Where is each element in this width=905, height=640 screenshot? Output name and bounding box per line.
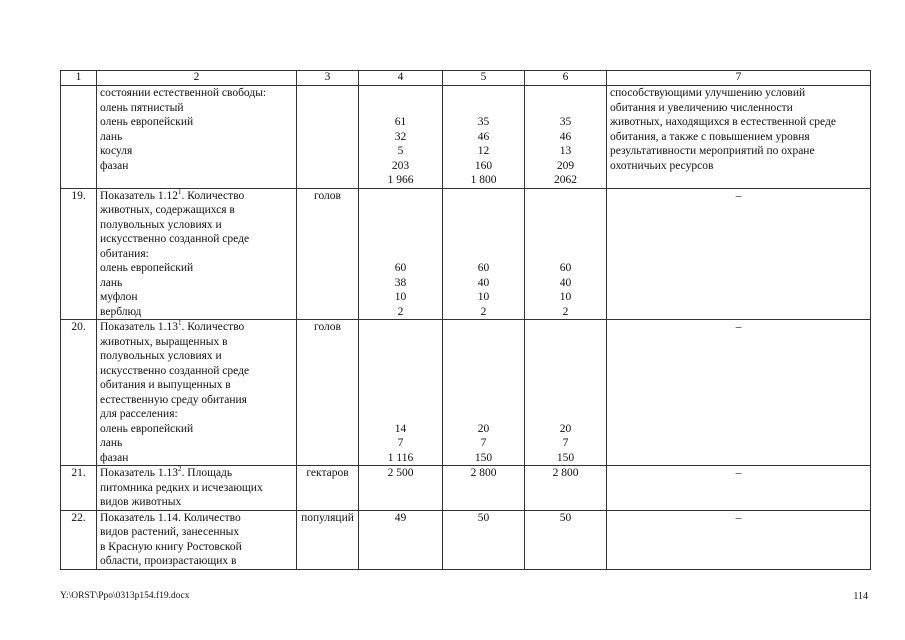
- value-cell-c5: [443, 86, 525, 189]
- value: [446, 349, 521, 364]
- value: [528, 218, 603, 233]
- value: [446, 320, 521, 335]
- row-number: 19.: [61, 188, 97, 320]
- value: 10: [477, 291, 490, 303]
- description-first-line: [100, 511, 293, 526]
- value: [528, 407, 603, 422]
- value: [446, 335, 521, 350]
- value: 12: [477, 145, 490, 157]
- value-cell-c4: [359, 320, 443, 466]
- value: [528, 203, 603, 218]
- value: 203: [391, 159, 410, 172]
- header-cell: 4: [359, 71, 443, 86]
- note-line: способствующими улучшению условий: [610, 87, 806, 99]
- value: [446, 86, 521, 101]
- description-line: в Красную книгу Ростовской: [100, 540, 242, 553]
- description-first-line: [100, 320, 293, 335]
- description-line: муфлон: [100, 291, 138, 303]
- description-line: фазан: [100, 451, 129, 464]
- value-cell-c6: [525, 510, 607, 569]
- value-cell-c6: [525, 466, 607, 511]
- description-line: видов животных: [100, 496, 182, 508]
- value: [362, 407, 439, 422]
- unit-cell: голов: [297, 320, 359, 466]
- indicator-title-rest: . Количество: [181, 321, 245, 333]
- indicator-title: Показатель 1.14. Количество: [100, 511, 241, 524]
- value: 2 800: [470, 467, 497, 479]
- value: [446, 393, 521, 408]
- description-line: естественную среду обитания: [100, 393, 247, 406]
- value: 20: [559, 422, 572, 435]
- value: 32: [394, 130, 407, 143]
- value: [528, 349, 603, 364]
- value: 2 500: [387, 467, 414, 479]
- note-line: результативности мероприятий по охране: [610, 145, 815, 157]
- value: [446, 364, 521, 379]
- unit-cell: гектаров: [297, 466, 359, 511]
- indicator-description: [97, 188, 297, 320]
- note-line: животных, находящихся в естественной среде: [610, 116, 836, 128]
- value: 7: [397, 437, 404, 449]
- value: [446, 101, 521, 116]
- header-cell: 3: [297, 71, 359, 86]
- value: 14: [394, 422, 407, 435]
- description-line: обитания:: [100, 247, 149, 260]
- value: [362, 364, 439, 379]
- value: 2: [397, 305, 404, 318]
- value: [528, 364, 603, 379]
- value: [362, 378, 439, 393]
- note-cell: –: [607, 320, 871, 466]
- description-line: лань: [100, 276, 123, 289]
- value: 40: [559, 276, 572, 289]
- value: 20: [477, 422, 490, 435]
- value: 2: [480, 305, 487, 318]
- row-number: 22.: [61, 510, 97, 569]
- note-line: охотничьих ресурсов: [610, 159, 714, 172]
- value: 60: [394, 262, 407, 274]
- value: [446, 407, 521, 422]
- value: [362, 335, 439, 350]
- note-cell: –: [607, 466, 871, 511]
- indicator-title: Показатель 1.13: [100, 467, 179, 479]
- description-line: области, произрастающих в: [100, 555, 237, 567]
- value: 49: [394, 511, 407, 524]
- value: 35: [559, 116, 572, 128]
- description-line: состоянии естественной свободы:: [100, 87, 267, 99]
- description-line: обитания и выпущенных в: [100, 379, 231, 391]
- indicator-title-rest: . Количество: [181, 189, 245, 202]
- value: 5: [397, 145, 404, 157]
- value: [446, 378, 521, 393]
- value-cell-c5: [443, 188, 525, 320]
- indicator-title: Показатель 1.13: [100, 321, 179, 333]
- page-number: 114: [853, 591, 868, 602]
- value: [528, 393, 603, 408]
- value: [528, 247, 603, 262]
- value: 160: [474, 159, 493, 172]
- header-cell: 7: [607, 71, 871, 86]
- description-line: лань: [100, 130, 123, 143]
- row-number: 20.: [61, 320, 97, 466]
- indicators-table: [60, 70, 871, 570]
- indicator-description: [97, 510, 297, 569]
- value: 2 800: [552, 467, 579, 479]
- value: 35: [477, 116, 490, 128]
- value: [528, 86, 603, 101]
- description-line: верблюд: [100, 305, 142, 318]
- value: 50: [477, 511, 490, 524]
- value: 2062: [554, 174, 577, 186]
- value: [362, 247, 439, 262]
- value: 150: [474, 451, 493, 464]
- indicator-superscript: 2: [178, 465, 182, 474]
- table-row: [61, 86, 871, 189]
- value: 2: [562, 305, 569, 318]
- value: [528, 378, 603, 393]
- description-line: олень европейский: [100, 262, 194, 274]
- indicator-superscript: 1: [178, 319, 182, 328]
- value-cell-c5: [443, 510, 525, 569]
- file-path-footer: Y:\ORST\Ppo\0313p154.f19.docx: [60, 591, 190, 601]
- indicator-description: [97, 466, 297, 511]
- header-row: [61, 71, 871, 86]
- value: [528, 335, 603, 350]
- value: 61: [394, 116, 407, 128]
- value: [362, 232, 439, 247]
- value: 7: [480, 437, 487, 449]
- note-cell: –: [607, 188, 871, 320]
- description-line: лань: [100, 437, 123, 449]
- description-line: полувольных условиях и: [100, 350, 222, 362]
- row-number: [61, 86, 97, 189]
- value: 10: [394, 291, 407, 303]
- value: [362, 349, 439, 364]
- value: 209: [556, 159, 575, 172]
- value: [528, 189, 603, 204]
- table-row: [61, 466, 871, 511]
- value: [362, 393, 439, 408]
- description-line: животных, выращенных в: [100, 335, 228, 348]
- header-cell: 6: [525, 71, 607, 86]
- description-line: полувольных условиях и: [100, 218, 222, 231]
- indicator-description: [97, 320, 297, 466]
- value: [446, 203, 521, 218]
- value: 46: [477, 130, 490, 143]
- header-cell: 5: [443, 71, 525, 86]
- table-row: [61, 320, 871, 466]
- value: [362, 320, 439, 335]
- description-first-line: [100, 466, 293, 481]
- value: [362, 101, 439, 116]
- note-cell: –: [607, 510, 871, 569]
- indicator-title-rest: . Площадь: [181, 467, 233, 479]
- value-cell-c6: [525, 86, 607, 189]
- value: 7: [562, 437, 569, 449]
- value: 13: [559, 145, 572, 157]
- table-row: [61, 188, 871, 320]
- value: [446, 232, 521, 247]
- unit-cell: голов: [297, 188, 359, 320]
- value: 1 116: [387, 451, 414, 464]
- value: [362, 203, 439, 218]
- table-row: [61, 510, 871, 569]
- value: [362, 218, 439, 233]
- value-cell-c5: [443, 466, 525, 511]
- indicator-title: Показатель 1.12: [100, 189, 179, 202]
- description-line: для расселения:: [100, 408, 178, 420]
- indicator-superscript: 1: [178, 188, 182, 196]
- value: [528, 320, 603, 335]
- description-line: [100, 173, 293, 188]
- unit-cell: [297, 86, 359, 189]
- value-cell-c6: [525, 188, 607, 320]
- value: [446, 189, 521, 204]
- row-number: 21.: [61, 466, 97, 511]
- description-first-line: [100, 189, 293, 204]
- value: 40: [477, 276, 490, 289]
- value-cell-c4: [359, 188, 443, 320]
- description-line: искусственно созданной среде: [100, 364, 250, 377]
- description-line: питомника редких и исчезающих: [100, 481, 263, 494]
- value: 50: [559, 511, 572, 524]
- description-line: фазан: [100, 159, 129, 172]
- header-cell: 1: [61, 71, 97, 86]
- value-cell-c4: [359, 86, 443, 189]
- value: [528, 101, 603, 116]
- value-cell-c6: [525, 320, 607, 466]
- value: [362, 86, 439, 101]
- description-line: олень европейский: [100, 422, 194, 435]
- value: 1 800: [470, 174, 497, 186]
- value: 38: [394, 276, 407, 289]
- description-line: животных, содержащихся в: [100, 204, 235, 216]
- value: [446, 247, 521, 262]
- value-cell-c5: [443, 320, 525, 466]
- value: 1 966: [387, 174, 414, 186]
- value: 150: [556, 451, 575, 464]
- value: 46: [559, 130, 572, 143]
- value: 60: [477, 262, 490, 274]
- description-line: видов растений, занесенных: [100, 526, 240, 538]
- description-line: олень пятнистый: [100, 101, 184, 114]
- note-line: обитания, а также с повышением уровня: [610, 130, 810, 143]
- value: 10: [559, 291, 572, 303]
- value: [446, 218, 521, 233]
- value: [528, 232, 603, 247]
- description-line: косуля: [100, 145, 133, 157]
- indicator-description: [97, 86, 297, 189]
- value-cell-c4: [359, 466, 443, 511]
- value-cell-c4: [359, 510, 443, 569]
- unit-cell: популяций: [297, 510, 359, 569]
- value: [362, 189, 439, 204]
- note-cell: [607, 86, 871, 189]
- header-cell: 2: [97, 71, 297, 86]
- note-line: обитания и увеличению численности: [610, 101, 793, 114]
- description-line: искусственно созданной среде: [100, 233, 250, 245]
- value: 60: [559, 262, 572, 274]
- description-line: олень европейский: [100, 116, 194, 128]
